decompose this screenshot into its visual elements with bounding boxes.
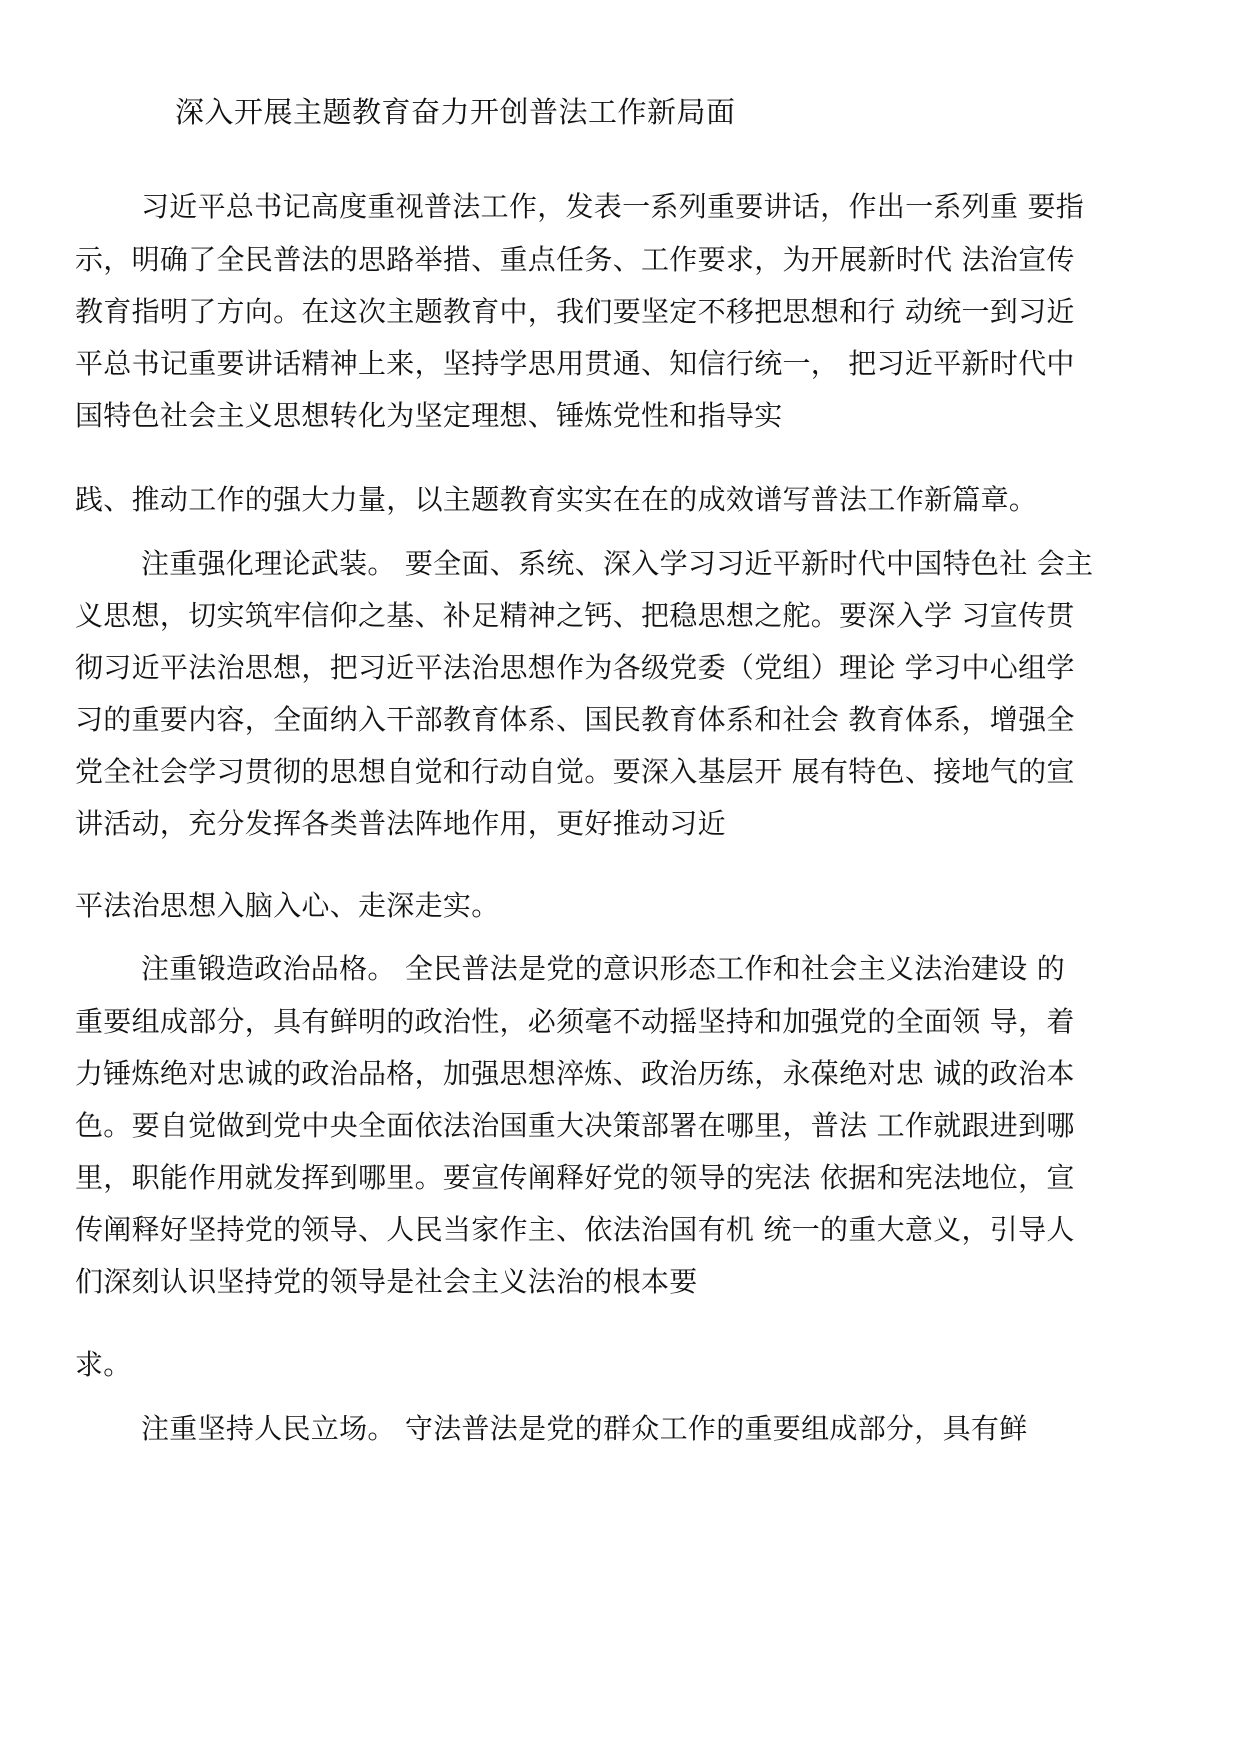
paragraph-line: 彻习近平法治思想，把习近平法治思想作为各级党委（党组）理论 学习中心组学 bbox=[75, 651, 1075, 684]
paragraph-line: 党全社会学习贯彻的思想自觉和行动自觉。要深入基层开 展有特色、接地气的宣 bbox=[75, 755, 1075, 788]
document-title: 深入开展主题教育奋力开创普法工作新局面 bbox=[175, 95, 736, 129]
paragraph-line: 重要组成部分，具有鲜明的政治性，必须毫不动摇坚持和加强党的全面领 导，着 bbox=[75, 1005, 1075, 1038]
paragraph-line: 色。要自觉做到党中央全面依法治国重大决策部署在哪里，普法 工作就跟进到哪 bbox=[75, 1109, 1075, 1142]
paragraph-line: 讲活动，充分发挥各类普法阵地作用，更好推动习近 bbox=[75, 807, 726, 840]
paragraph-line: 义思想，切实筑牢信仰之基、补足精神之钙、把稳思想之舵。要深入学 习宣传贯 bbox=[75, 599, 1075, 632]
paragraph-line: 国特色社会主义思想转化为坚定理想、锤炼党性和指导实 bbox=[75, 399, 783, 432]
paragraph-line: 践、推动工作的强大力量，以主题教育实实在在的成效谱写普法工作新篇章。 bbox=[75, 483, 1038, 516]
paragraph-line: 平总书记重要讲话精神上来，坚持学思用贯通、知信行统一， 把习近平新时代中 bbox=[75, 347, 1075, 380]
paragraph-line: 传阐释好坚持党的领导、人民当家作主、依法治国有机 统一的重大意义，引导人 bbox=[75, 1213, 1075, 1246]
paragraph-line: 平法治思想入脑入心、走深走实。 bbox=[75, 889, 500, 922]
section-lead-line: 注重锻造政治品格。 全民普法是党的意识形态工作和社会主义法治建设 的 bbox=[141, 952, 1066, 985]
section-lead-line: 注重强化理论武装。 要全面、系统、深入学习习近平新时代中国特色社 会主 bbox=[141, 547, 1094, 580]
paragraph-line: 力锤炼绝对忠诚的政治品格，加强思想淬炼、政治历练，永葆绝对忠 诚的政治本 bbox=[75, 1057, 1075, 1090]
paragraph-line: 求。 bbox=[75, 1348, 132, 1381]
paragraph-line: 里，职能作用就发挥到哪里。要宣传阐释好党的领导的宪法 依据和宪法地位，宣 bbox=[75, 1161, 1075, 1194]
paragraph-line: 示，明确了全民普法的思路举措、重点任务、工作要求，为开展新时代 法治宣传 bbox=[75, 243, 1075, 276]
paragraph-line: 教育指明了方向。在这次主题教育中，我们要坚定不移把思想和行 动统一到习近 bbox=[75, 295, 1075, 328]
paragraph-line: 们深刻认识坚持党的领导是社会主义法治的根本要 bbox=[75, 1265, 698, 1298]
section-lead-line: 注重坚持人民立场。 守法普法是党的群众工作的重要组成部分，具有鲜 bbox=[141, 1412, 1028, 1445]
paragraph-line: 习的重要内容，全面纳入干部教育体系、国民教育体系和社会 教育体系，增强全 bbox=[75, 703, 1075, 736]
paragraph-line: 习近平总书记高度重视普法工作，发表一系列重要讲话，作出一系列重 要指 bbox=[141, 190, 1085, 223]
